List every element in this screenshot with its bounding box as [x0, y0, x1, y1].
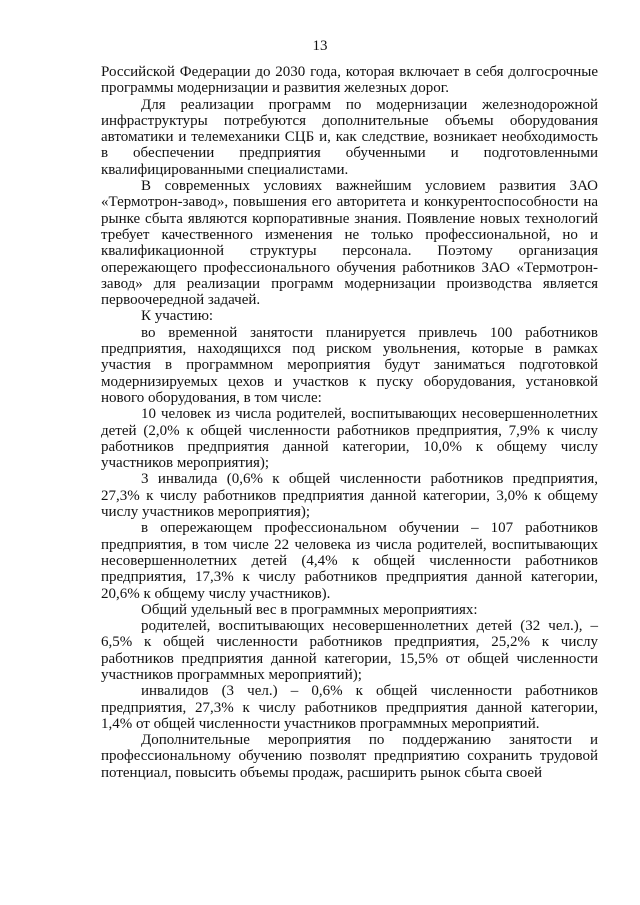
- paragraph-temporary-employment: во временной занятости планируется привлечь 100 работников предприятия, находящихся под риском увольнения, которые в рамках участия в программном мероприятия будут заниматься подготовкой модернизируемых цехов и участков к пуску оборудования, установкой нового оборудования, в том числе:: [101, 324, 598, 406]
- paragraph-parents-share: родителей, воспитывающих несовершеннолетних детей (32 чел.), – 6,5% к общей численности работников предприятия, 25,2% к числу работников предприятия данной категории, 15,5% от общей численности участников программных мероприятий);: [101, 618, 598, 683]
- paragraph-corporate-knowledge: В современных условиях важнейшим условием развития ЗАО «Термотрон-завод», повышения его авторитета и конкурентоспособности на рынке сбыта являются корпоративные знания. Появление новых технологий требует качественного изменения не только профессиональной, но и квалификационной структуры персонала. Поэтому организация опережающего профессионального обучения работников ЗАО «Термотрон-завод» для реализации программ модернизации производства является первоочередной задачей.: [101, 178, 598, 309]
- paragraph-parents-count: 10 человек из числа родителей, воспитывающих несовершеннолетних детей (2,0% к общей численности работников предприятия, 7,9% к числу работников предприятия данной категории, 10,0% к общему числу участников мероприятия);: [101, 406, 598, 472]
- paragraph-participation-heading: К участию:: [141, 308, 214, 325]
- paragraph-additional-measures: Дополнительные мероприятия по поддержанию занятости и профессиональному обучению позволят предприятию сохранить трудовой потенциал, повысить объемы продаж, расширить рынок сбыта своей: [101, 732, 598, 781]
- paragraph-advanced-training: в опережающем профессиональном обучении – 107 работников предприятия, в том числе 22 человека из числа родителей, воспитывающих несовершеннолетних детей (4,4% к общей численности работников предприятия, 17,3% к числу работников предприятия данной категории, 20,6% к общему числу участников).: [101, 520, 598, 602]
- paragraph-share-heading: Общий удельный вес в программных мероприятиях:: [141, 601, 478, 618]
- paragraph-disabled-share: инвалидов (3 чел.) – 0,6% к общей численности работников предприятия, 27,3% к числу работников предприятия данной категории, 1,4% от общей численности участников программных мероприятий.: [101, 683, 598, 732]
- document-body: [101, 64, 598, 781]
- page-number: 13: [312, 38, 328, 54]
- paragraph-disabled-count: 3 инвалида (0,6% к общей численности работников предприятия, 27,3% к числу работников предприятия данной категории, 3,0% к общему числу участников мероприятия);: [101, 471, 598, 521]
- paragraph-continuation: Российской Федерации до 2030 года, которая включает в себя долгосрочные программы модернизации и развития железных дорог.: [101, 64, 598, 97]
- paragraph-modernization-needs: Для реализации программ по модернизации железнодорожной инфраструктуры потребуются дополнительные объемы оборудования автоматики и телемеханики СЦБ и, как следствие, возникает необходимость в обеспечении предприятия обученными и подготовленными квалифицированными специалистами.: [101, 96, 598, 178]
